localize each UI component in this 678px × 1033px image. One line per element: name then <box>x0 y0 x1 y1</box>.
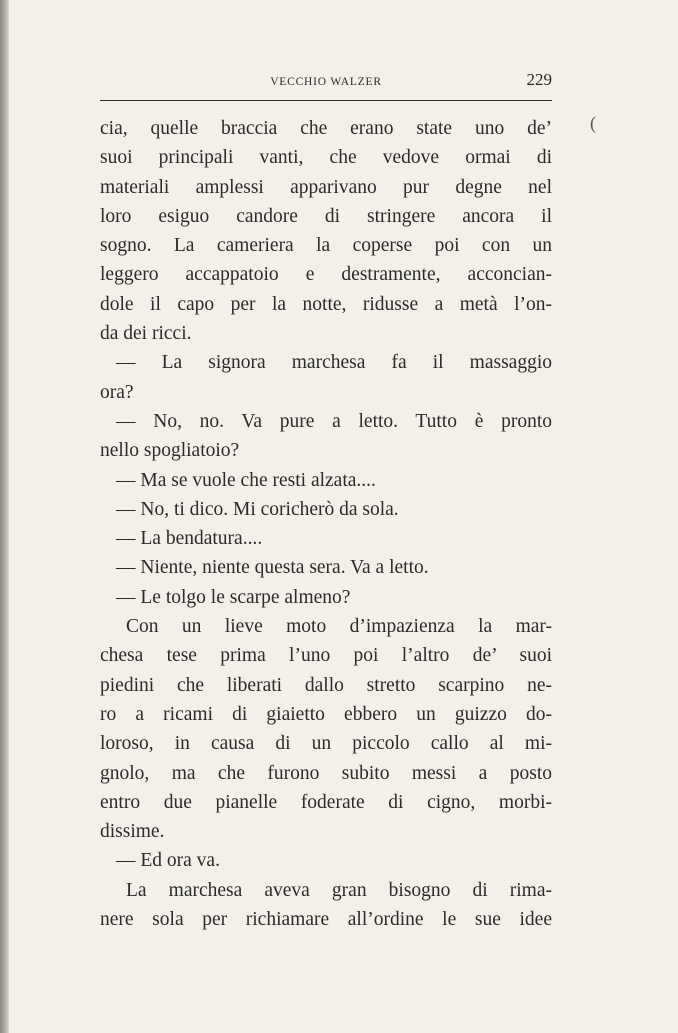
text-line: suoi principali vanti, che vedove ormai di <box>100 147 552 169</box>
text-line: gnolo, ma che furono subito messi a posto <box>100 762 552 784</box>
text-line: dissime. <box>100 821 165 843</box>
body-text <box>100 114 552 934</box>
text-line: materiali amplessi apparivano pur degne nel <box>100 176 552 198</box>
dialogue-line: — La signora marchesa fa il massaggio <box>116 352 552 374</box>
text-line: ro a ricami di giaietto ebbero un guizzo do- <box>100 703 552 725</box>
text-line: piedini che liberati dallo stretto scarpino ne- <box>100 674 552 696</box>
text-line: loroso, in causa di un piccolo callo al mi- <box>100 733 552 755</box>
running-title: VECCHIO WALZER <box>270 76 382 88</box>
text-line: chesa tese prima l’uno poi l’altro de’ suoi <box>100 645 552 667</box>
text-line: nello spogliatoio? <box>100 440 240 462</box>
text-line: dole il capo per la notte, ridusse a metà l’on- <box>100 293 552 315</box>
text-line: entro due pianelle foderate di cigno, morbi- <box>100 791 552 813</box>
text-line: cia, quelle braccia che erano state uno de’ <box>100 118 552 139</box>
running-head <box>100 70 552 92</box>
dialogue-line: — La bendatura.... <box>116 528 263 550</box>
page-binding-edge <box>0 0 9 1033</box>
text-line: da dei ricci. <box>100 323 192 345</box>
text-line: ora? <box>100 381 134 403</box>
text-line: leggero accappatoio e destramente, acconcian- <box>100 264 552 286</box>
dialogue-line: — Ed ora va. <box>116 850 220 872</box>
text-line: sogno. La cameriera la coperse poi con un <box>100 235 552 257</box>
text-line: nere sola per richiamare all’ordine le sue idee <box>100 909 552 931</box>
paragraph-first-line: Con un lieve moto d’impazienza la mar- <box>126 616 552 638</box>
dialogue-line: — Ma se vuole che resti alzata.... <box>116 469 376 491</box>
header-rule <box>100 100 552 101</box>
text-line: loro esiguo candore di stringere ancora il <box>100 205 552 227</box>
paragraph-first-line: La marchesa aveva gran bisogno di rima- <box>126 879 552 901</box>
page-number: 229 <box>526 70 552 89</box>
margin-mark: ( <box>590 113 596 133</box>
dialogue-line: — No, ti dico. Mi coricherò da sola. <box>116 498 399 520</box>
dialogue-line: — No, no. Va pure a letto. Tutto è pronto <box>116 410 552 432</box>
dialogue-line: — Le tolgo le scarpe almeno? <box>116 586 351 608</box>
dialogue-line: — Niente, niente questa sera. Va a letto. <box>116 557 429 579</box>
